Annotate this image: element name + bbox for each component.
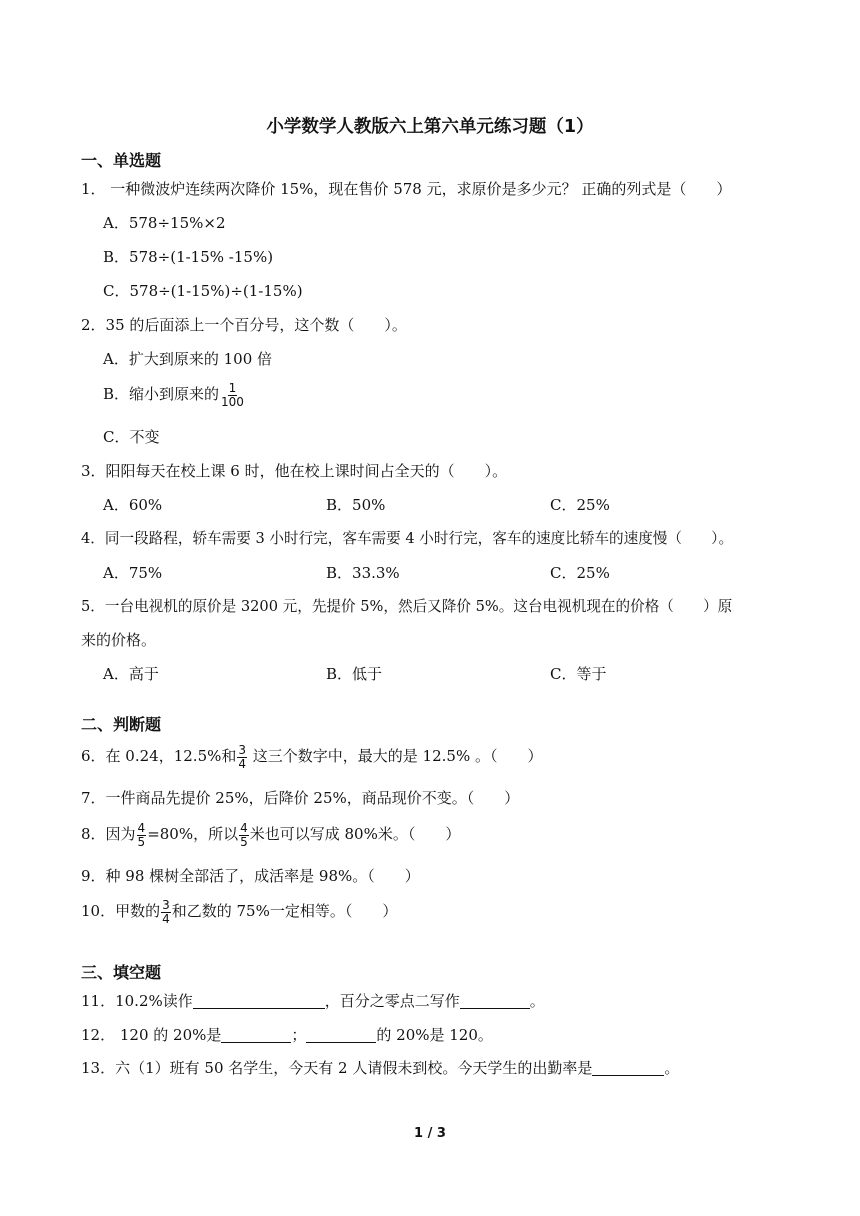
fraction-numerator: 3 (162, 898, 170, 912)
fraction (220, 382, 245, 408)
question-8-prefix: 8．因为 (81, 825, 136, 844)
question-2-stem: 2．35 的后面添上一个百分号，这个数（ ）。 (81, 316, 407, 334)
question-3-option-c: C．25% (550, 496, 610, 514)
fraction (239, 822, 249, 848)
question-4-stem: 4．同一段路程，轿车需要 3 小时行完，客车需要 4 小时行完，客车的速度比轿车的速度慢（ ）。 (81, 530, 734, 547)
question-2-option-b (103, 382, 246, 408)
question-13 (81, 1061, 679, 1076)
fraction-numerator: 4 (240, 821, 248, 835)
answer-blank[interactable] (193, 994, 325, 1009)
question-4-option-b: B．33.3% (326, 564, 400, 582)
fraction (237, 744, 247, 770)
question-6-suffix: 这三个数字中，最大的是 12.5% 。（ ） (248, 747, 543, 766)
question-7: 7．一件商品先提价 25%，后降价 25%，商品现价不变。（ ） (81, 789, 520, 807)
question-8-suffix: 米也可以写成 80%米。（ ） (249, 825, 461, 844)
section-heading-true-false: 二、判断题 (81, 715, 162, 734)
question-4-option-c: C．25% (550, 564, 610, 582)
question-9: 9．种 98 棵树全部活了，成活率是 98%。（ ） (81, 867, 420, 885)
page-title: 小学数学人教版六上第六单元练习题（1） (266, 117, 594, 137)
question-10-prefix: 10．甲数的 (81, 902, 161, 921)
fraction (137, 822, 147, 848)
question-12-part-1: 12． 120 的 20%是 (81, 1026, 222, 1044)
answer-blank[interactable] (460, 994, 530, 1009)
question-2-option-b-text: B．缩小到原来的 (103, 385, 220, 404)
section-heading-fill-in: 三、填空题 (81, 963, 162, 982)
question-3-option-b: B．50% (326, 496, 386, 514)
page-number: 1 / 3 (414, 1126, 446, 1141)
question-2-option-a: A．扩大到原来的 100 倍 (103, 350, 272, 368)
question-10 (81, 899, 397, 925)
question-5-stem-line-2: 来的价格。 (81, 631, 157, 649)
question-12-part-3: 的 20%是 120。 (376, 1026, 493, 1044)
question-12-part-2: ； (291, 1026, 307, 1044)
question-12 (81, 1028, 493, 1043)
question-6 (81, 744, 542, 770)
question-11-part-1: 11．10.2%读作 (81, 992, 193, 1010)
fraction-denominator: 5 (137, 834, 146, 849)
question-2-option-c: C．不变 (103, 428, 160, 446)
question-5-option-c: C．等于 (550, 665, 607, 683)
answer-blank[interactable] (592, 1061, 664, 1076)
fraction (161, 899, 171, 925)
question-4-option-a: A．75% (103, 564, 163, 582)
question-1-option-b: B．578÷(1-15% -15%) (103, 248, 274, 266)
question-10-suffix: 和乙数的 75%一定相等。（ ） (171, 902, 398, 921)
question-5-option-b: B．低于 (326, 665, 383, 683)
question-13-part-1: 13．六（1）班有 50 名学生，今天有 2 人请假未到校。今天学生的出勤率是 (81, 1059, 593, 1077)
answer-blank[interactable] (221, 1028, 291, 1043)
question-11-part-3: 。 (529, 992, 545, 1010)
question-1-option-a: A．578÷15%×2 (103, 214, 226, 232)
question-13-part-2: 。 (664, 1059, 680, 1077)
fraction-denominator: 4 (238, 756, 247, 771)
question-3-stem: 3．阳阳每天在校上课 6 时，他在校上课时间占全天的（ ）。 (81, 462, 508, 480)
question-1-option-c: C．578÷(1-15%)÷(1-15%) (103, 282, 303, 300)
answer-blank[interactable] (306, 1028, 376, 1043)
fraction-denominator: 100 (221, 394, 244, 409)
section-heading-single-choice: 一、单选题 (81, 151, 162, 170)
fraction-numerator: 3 (238, 743, 247, 757)
question-8-middle: =80%，所以 (147, 825, 239, 844)
fraction-denominator: 4 (162, 911, 170, 926)
question-11-part-2: ，百分之零点二写作 (324, 992, 460, 1010)
question-3-option-a: A．60% (103, 496, 163, 514)
fraction-denominator: 5 (240, 834, 248, 849)
question-1-stem: 1． 一种微波炉连续两次降价 15%，现在售价 578 元，求原价是多少元？ 正确的列式是（ ） (81, 180, 732, 198)
question-8 (81, 822, 460, 848)
question-5-option-a: A．高于 (103, 665, 159, 683)
question-5-stem-line-1: 5．一台电视机的原价是 3200 元，先提价 5%，然后又降价 5%。这台电视机现在的价格（ ）原 (81, 598, 733, 615)
question-6-prefix: 6．在 0.24，12.5%和 (81, 747, 237, 766)
question-11 (81, 994, 545, 1009)
fraction-numerator: 1 (228, 381, 237, 395)
fraction-numerator: 4 (137, 821, 146, 835)
